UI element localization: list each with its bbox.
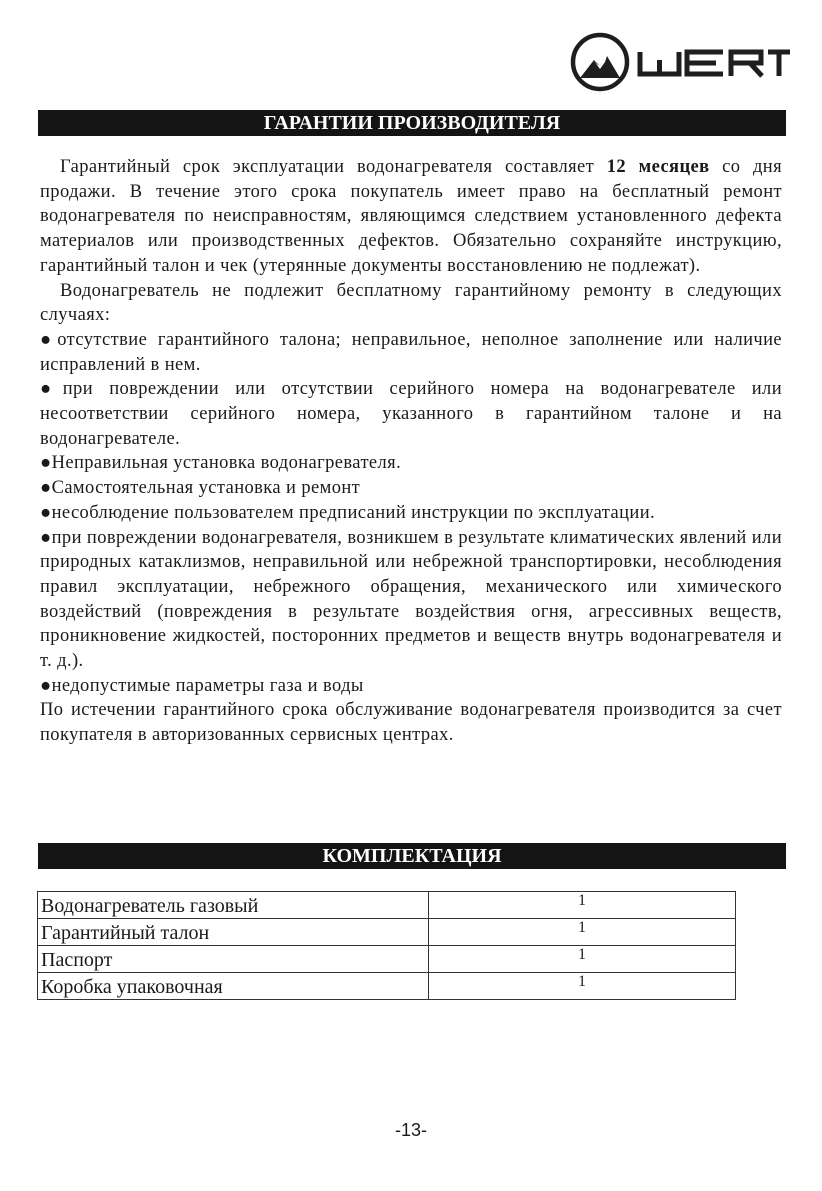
- brand-logo: [570, 30, 790, 94]
- table-row: [38, 946, 736, 973]
- warranty-intro: [40, 155, 782, 279]
- kit-table: [37, 891, 736, 1000]
- exclusion-item: ●отсутствие гарантийного талона; неправильное, неполное заполнение или наличие исправлений в нем.: [40, 329, 782, 375]
- warranty-closing: По истечении гарантийного срока обслуживание водонагревателя производится за счет покупателя в авторизованных сервисных центрах.: [40, 700, 782, 746]
- kit-item-qty: 1: [429, 919, 736, 946]
- exclusion-item: ●Неправильная установка водонагревателя.: [40, 453, 402, 474]
- kit-item-qty: 1: [429, 973, 736, 1000]
- exclusion-item: ●при повреждении или отсутствии серийного номера на водонагревателе или несоответствии серийного номера, указанного в гарантийном талоне и на водонагревателе.: [40, 379, 782, 449]
- kit-item-qty: 1: [429, 946, 736, 973]
- exclusion-item: ●несоблюдение пользователем предписаний инструкции по эксплуатации.: [40, 502, 656, 523]
- kit-item-name: Гарантийный талон: [38, 919, 429, 946]
- kit-item-name: Коробка упаковочная: [38, 973, 429, 1000]
- kit-item-name: Паспорт: [38, 946, 429, 973]
- page-number: -13-: [394, 1120, 427, 1140]
- exclusion-item: ●при повреждении водонагревателя, возникшем в результате климатических явлений или природных катаклизмов, неправильной или небрежной транспортировки, несоблюдения правил эксплуатации, небрежного обращения, механического или химического воздействий (повреждения в результате воздействия огня, агрессивных веществ, проникновение жидкостей, посторонних предметов и веществ внутрь водонагревателя и т. д.).: [40, 527, 782, 672]
- warranty-section-title: ГАРАНТИИ ПРОИЗВОДИТЕЛЯ: [38, 110, 786, 136]
- wert-logo-mark: [570, 30, 790, 94]
- exclusion-item: ●Самостоятельная установка и ремонт: [40, 478, 361, 499]
- warranty-period-bold: 12 месяцев: [606, 157, 710, 177]
- kit-section-title: КОМПЛЕКТАЦИЯ: [38, 843, 786, 869]
- table-row: [38, 919, 736, 946]
- kit-item-qty: 1: [429, 892, 736, 919]
- intro-text-end: со дня продажи. В течение этого срока покупатель имеет право на бесплатный ремонт водонагревателя по неисправностям, являющимся следствием установленного дефекта материалов или производственных дефектов. Обязательно сохраняйте инструкцию, гарантийный талон и чек (утерянные документы восстановлению не подлежат).: [40, 157, 782, 276]
- table-row: [38, 973, 736, 1000]
- warranty-body: [40, 155, 782, 748]
- exclusions-intro: Водонагреватель не подлежит бесплатному гарантийному ремонту в следующих случаях:: [40, 280, 782, 326]
- exclusion-item: ●недопустимые параметры газа и воды: [40, 675, 364, 696]
- intro-text-start: Гарантийный срок эксплуатации водонагревателя составляет: [60, 157, 607, 177]
- kit-item-name: Водонагреватель газовый: [38, 892, 429, 919]
- table-row: [38, 892, 736, 919]
